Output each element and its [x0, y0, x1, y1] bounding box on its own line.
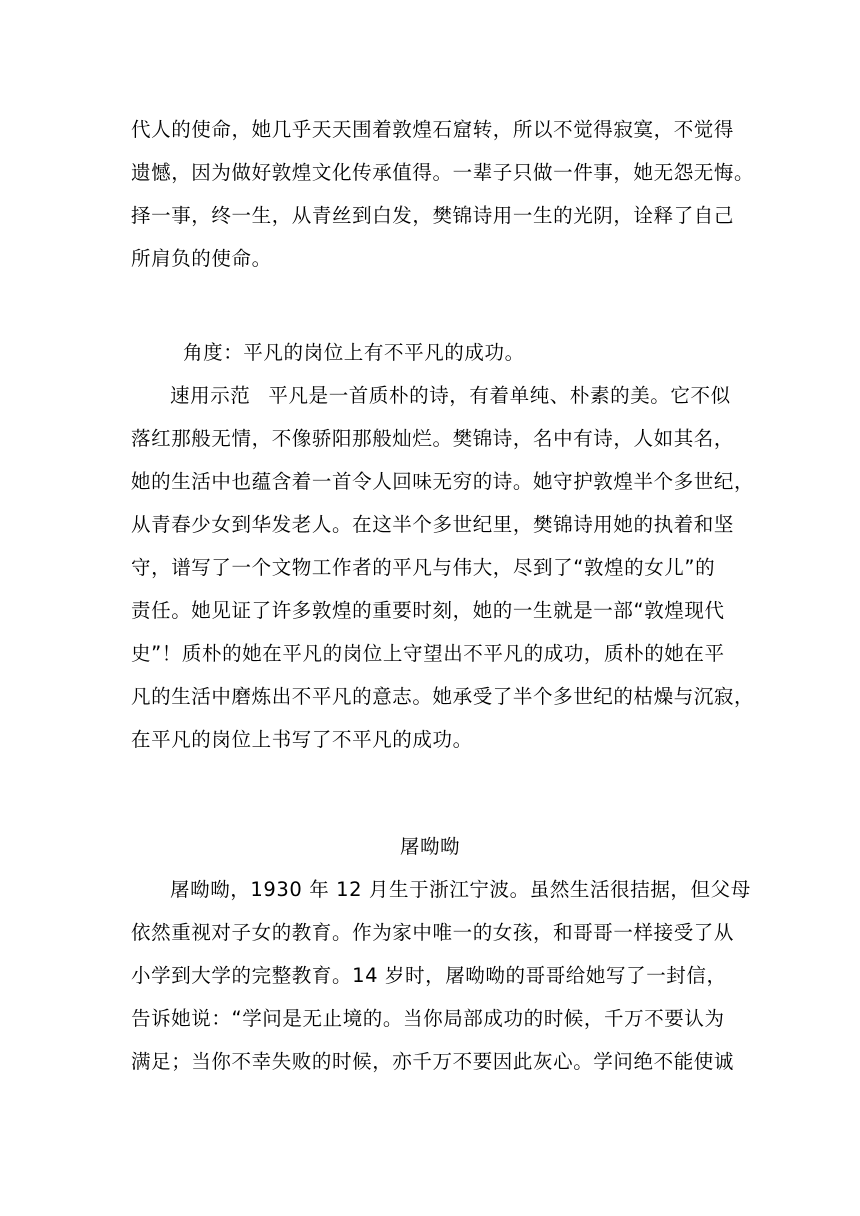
- paragraph-line: 满足；当你不幸失败的时候，亦千万不要因此灰心。学问绝不能使诚: [131, 1050, 735, 1073]
- paragraph-line: 凡的生活中磨炼出不平凡的意志。她承受了半个多世纪的枯燥与沉寂，: [131, 685, 755, 708]
- paragraph-line: 责任。她见证了许多敦煌的重要时刻，她的一生就是一部“敦煌现代: [131, 599, 725, 622]
- paragraph-line: 告诉她说：“学问是无止境的。当你局部成功的时候，千万不要认为: [131, 1007, 725, 1030]
- demo-label: 速用示范: [170, 384, 251, 407]
- paragraph-line: 代人的使命，她几乎天天围着敦煌石窟转，所以不觉得寂寞，不觉得: [131, 118, 735, 141]
- angle-heading: 角度：平凡的岗位上有不平凡的成功。: [183, 341, 525, 364]
- paragraph-line: 在平凡的岗位上书写了不平凡的成功。: [131, 728, 473, 751]
- paragraph-line: 遗憾，因为做好敦煌文化传承值得。一辈子只做一件事，她无怨无悔。: [131, 161, 755, 184]
- paragraph-line: 史”！质朴的她在平凡的岗位上守望出不平凡的成功，质朴的她在平: [131, 642, 725, 665]
- paragraph-line: 从青春少女到华发老人。在这半个多世纪里，樊锦诗用她的执着和坚: [131, 513, 735, 536]
- paragraph-line: [170, 376, 790, 416]
- section-title: 屠呦呦: [399, 835, 461, 858]
- paragraph-line: 屠呦呦，1930 年 12 月生于浙江宁波。虽然生活很拮据，但父母: [170, 878, 751, 901]
- paragraph-line: 落红那般无情，不像骄阳那般灿烂。樊锦诗，名中有诗，人如其名，: [131, 427, 735, 450]
- paragraph-line: 择一事，终一生，从青丝到白发，樊锦诗用一生的光阴，诠释了自己: [131, 204, 735, 227]
- paragraph-line: 所肩负的使命。: [131, 247, 272, 270]
- paragraph-line: 依然重视对子女的教育。作为家中唯一的女孩，和哥哥一样接受了从: [131, 921, 735, 944]
- paragraph-text: 平凡是一首质朴的诗，有着单纯、朴素的美。它不似: [268, 384, 731, 407]
- paragraph-line: 她的生活中也蕴含着一首令人回味无穷的诗。她守护敦煌半个多世纪，: [131, 470, 755, 493]
- paragraph-line: 小学到大学的完整教育。14 岁时，屠呦呦的哥哥给她写了一封信，: [131, 964, 727, 987]
- paragraph-line: 守，谱写了一个文物工作者的平凡与伟大，尽到了“敦煌的女儿”的: [131, 556, 716, 579]
